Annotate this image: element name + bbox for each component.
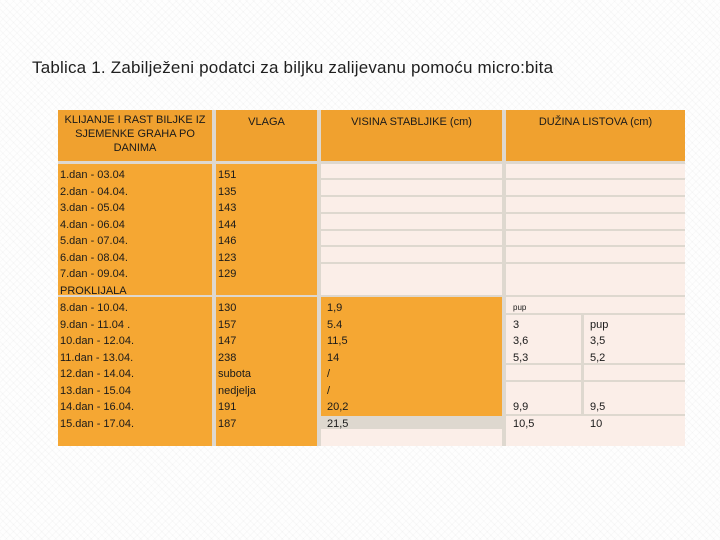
visina-value: 11,5 — [327, 335, 348, 347]
vlaga-value: 135 — [218, 185, 237, 198]
vlaga-value: 144 — [218, 218, 237, 231]
day-row: 1.dan - 03.04 — [60, 169, 125, 181]
listovi-value: 10,5 — [513, 417, 535, 430]
listovi-block-a — [506, 164, 685, 295]
day-row: 9.dan - 11.04 . — [60, 318, 131, 331]
listovi-value: 9,5 — [590, 401, 606, 413]
visina-value: 1,9 — [327, 302, 343, 314]
day-row: 12.dan - 14.04. — [60, 368, 135, 380]
listovi-value — [513, 366, 581, 383]
vlaga-value: 146 — [218, 235, 237, 247]
visina-block-b — [321, 297, 502, 430]
listovi-value: 5,3 — [513, 351, 529, 364]
visina-empty-row — [321, 429, 502, 446]
visina-value: / — [327, 384, 331, 397]
header-vlaga: VLAGA — [216, 110, 317, 161]
vlaga-block-b — [216, 297, 317, 446]
vlaga-value: nedjelja — [218, 384, 256, 397]
listovi-value: 3 — [513, 318, 520, 331]
header-visina: VISINA STABLJIKE (cm) — [321, 110, 502, 161]
day-row: 11.dan - 13.04. — [60, 351, 134, 364]
page-title: Tablica 1. Zabilježeni podatci za biljku zalijevanu pomoću micro:bita — [32, 58, 554, 77]
listovi-block-b — [506, 297, 685, 446]
listovi-right-values — [588, 297, 680, 432]
listovi-value: 3,6 — [513, 335, 529, 347]
listovi-value — [513, 383, 581, 400]
day-row: 15.dan - 17.04. — [60, 417, 135, 430]
day-row: PROKLIJALA — [60, 284, 127, 297]
vlaga-value: 129 — [218, 268, 237, 280]
visina-value: 20,2 — [327, 401, 349, 413]
vlaga-value: 191 — [218, 401, 237, 413]
vlaga-value: 143 — [218, 202, 237, 214]
visina-value: 21,5 — [327, 417, 349, 430]
visina-value: 5.4 — [327, 318, 343, 331]
vlaga-value: 151 — [218, 169, 237, 181]
vlaga-value: 130 — [218, 302, 237, 314]
data-table — [58, 110, 685, 446]
listovi-value: 3,5 — [590, 335, 606, 347]
day-row: 5.dan - 07.04. — [60, 235, 128, 247]
vlaga-value: 187 — [218, 417, 237, 430]
day-row: 3.dan - 05.04 — [60, 202, 125, 214]
day-row: 10.dan - 12.04. — [60, 335, 135, 347]
day-row: 13.dan - 15.04 — [60, 384, 131, 397]
listovi-value — [590, 383, 680, 400]
listovi-value — [590, 300, 680, 317]
vlaga-value: 147 — [218, 335, 237, 347]
day-row: 6.dan - 08.04. — [60, 251, 128, 264]
day-row: 4.dan - 06.04 — [60, 218, 125, 231]
day-row: 14.dan - 16.04. — [60, 401, 135, 413]
listovi-value: 10 — [590, 417, 603, 430]
visina-block-a — [321, 164, 502, 295]
day-row: 2.dan - 04.04. — [60, 185, 128, 198]
listovi-value — [590, 366, 680, 383]
listovi-value: 9,9 — [513, 401, 529, 413]
vlaga-value: 157 — [218, 318, 237, 331]
vlaga-block-a — [216, 164, 317, 295]
listovi-value: pup — [590, 318, 609, 331]
listovi-value: pup — [513, 303, 527, 312]
vlaga-value: subota — [218, 368, 252, 380]
visina-value: 14 — [327, 351, 340, 364]
listovi-left-values — [511, 297, 581, 432]
header-listovi: DUŽINA LISTOVA (cm) — [506, 110, 685, 161]
vlaga-value: 123 — [218, 251, 237, 264]
header-klijanje: KLIJANJE I RAST BILJKE IZ SJEMENKE GRAHA PO DANIMA — [58, 110, 212, 161]
visina-value: / — [327, 368, 331, 380]
days-block-a — [58, 164, 212, 295]
listovi-value: 5,2 — [590, 351, 606, 364]
day-row: 8.dan - 10.04. — [60, 302, 128, 314]
vlaga-value: 238 — [218, 351, 237, 364]
days-block-b — [58, 297, 212, 446]
day-row: 7.dan - 09.04. — [60, 268, 128, 280]
